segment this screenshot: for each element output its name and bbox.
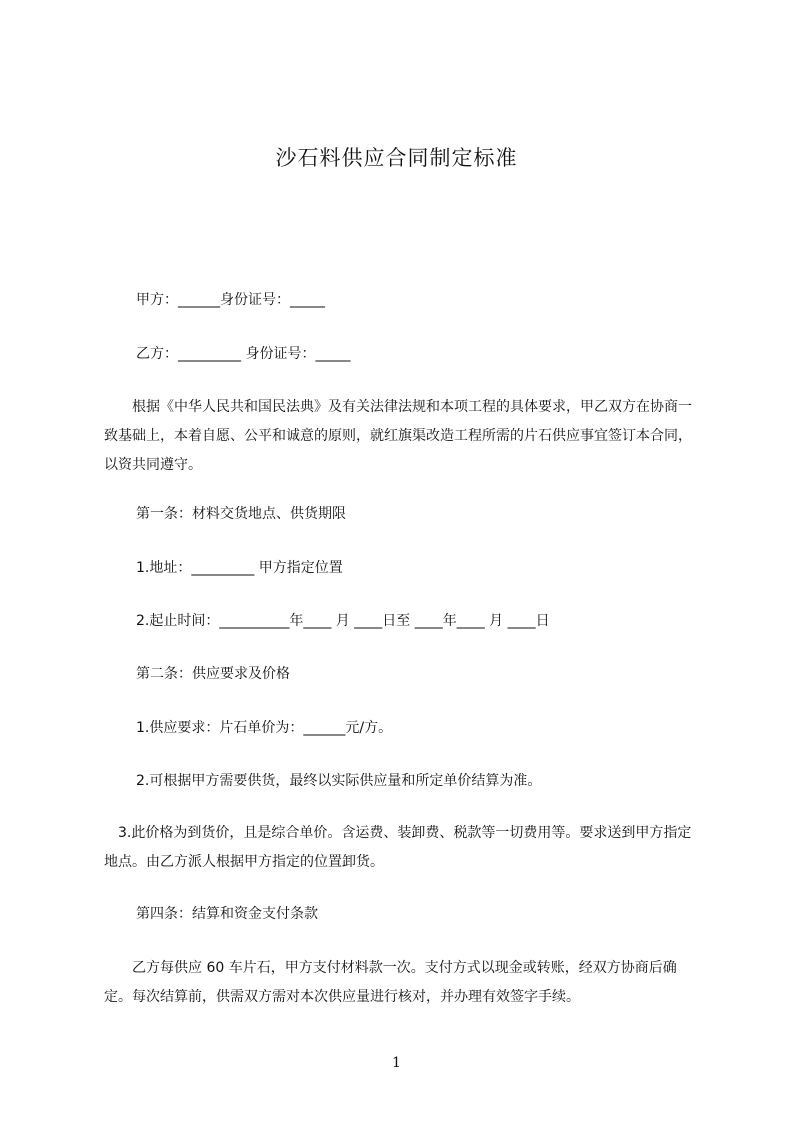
page-number: 1 [392,1055,401,1071]
article-2-requirement: 1.供应要求：片石单价为：______元/方。 [136,720,393,736]
article-4-paragraph: 乙方每供应 60 车片石，甲方支付材料款一次。支付方式以现金或转账，经双方协商后确定。每次结算前，供需双方需对本次供应量进行核对，并办理有效签字手续。 [104,960,677,1005]
article-1-address: 1.地址：_________ 甲方指定位置 [136,560,343,576]
article-2-supply-basis: 2.可根据甲方需要供货，最终以实际供应量和所定单价结算为准。 [136,773,542,789]
preamble-paragraph: 根据《中华人民共和国民法典》及有关法律法规和本项工程的具体要求，甲乙双方在协商一致基础上，本着自愿、公平和诚意的原则，就红旗渠改造工程所需的片石供应事宜签订本合同，以资共同遵守。 [104,399,692,473]
article-2-price-terms: 3.此价格为到货价，且是综合单价。含运费、装卸费、税款等一切费用等。要求送到甲方指定地点。由乙方派人根据甲方指定的位置卸货。 [104,825,692,870]
article-4-heading: 第四条：结算和资金支付条款 [136,906,318,922]
article-2-heading: 第二条：供应要求及价格 [136,666,290,682]
article-1-period: 2.起止时间：__________年____ 月 ____日至 ____年____ 月 ____日 [136,613,550,629]
party-a-line: 甲方：______身份证号：_____ [136,292,325,308]
document-title: 沙石料供应合同制定标准 [275,146,518,170]
article-1-heading: 第一条：材料交货地点、供货期限 [136,506,346,522]
party-b-line: 乙方：_________ 身份证号：_____ [136,346,351,362]
